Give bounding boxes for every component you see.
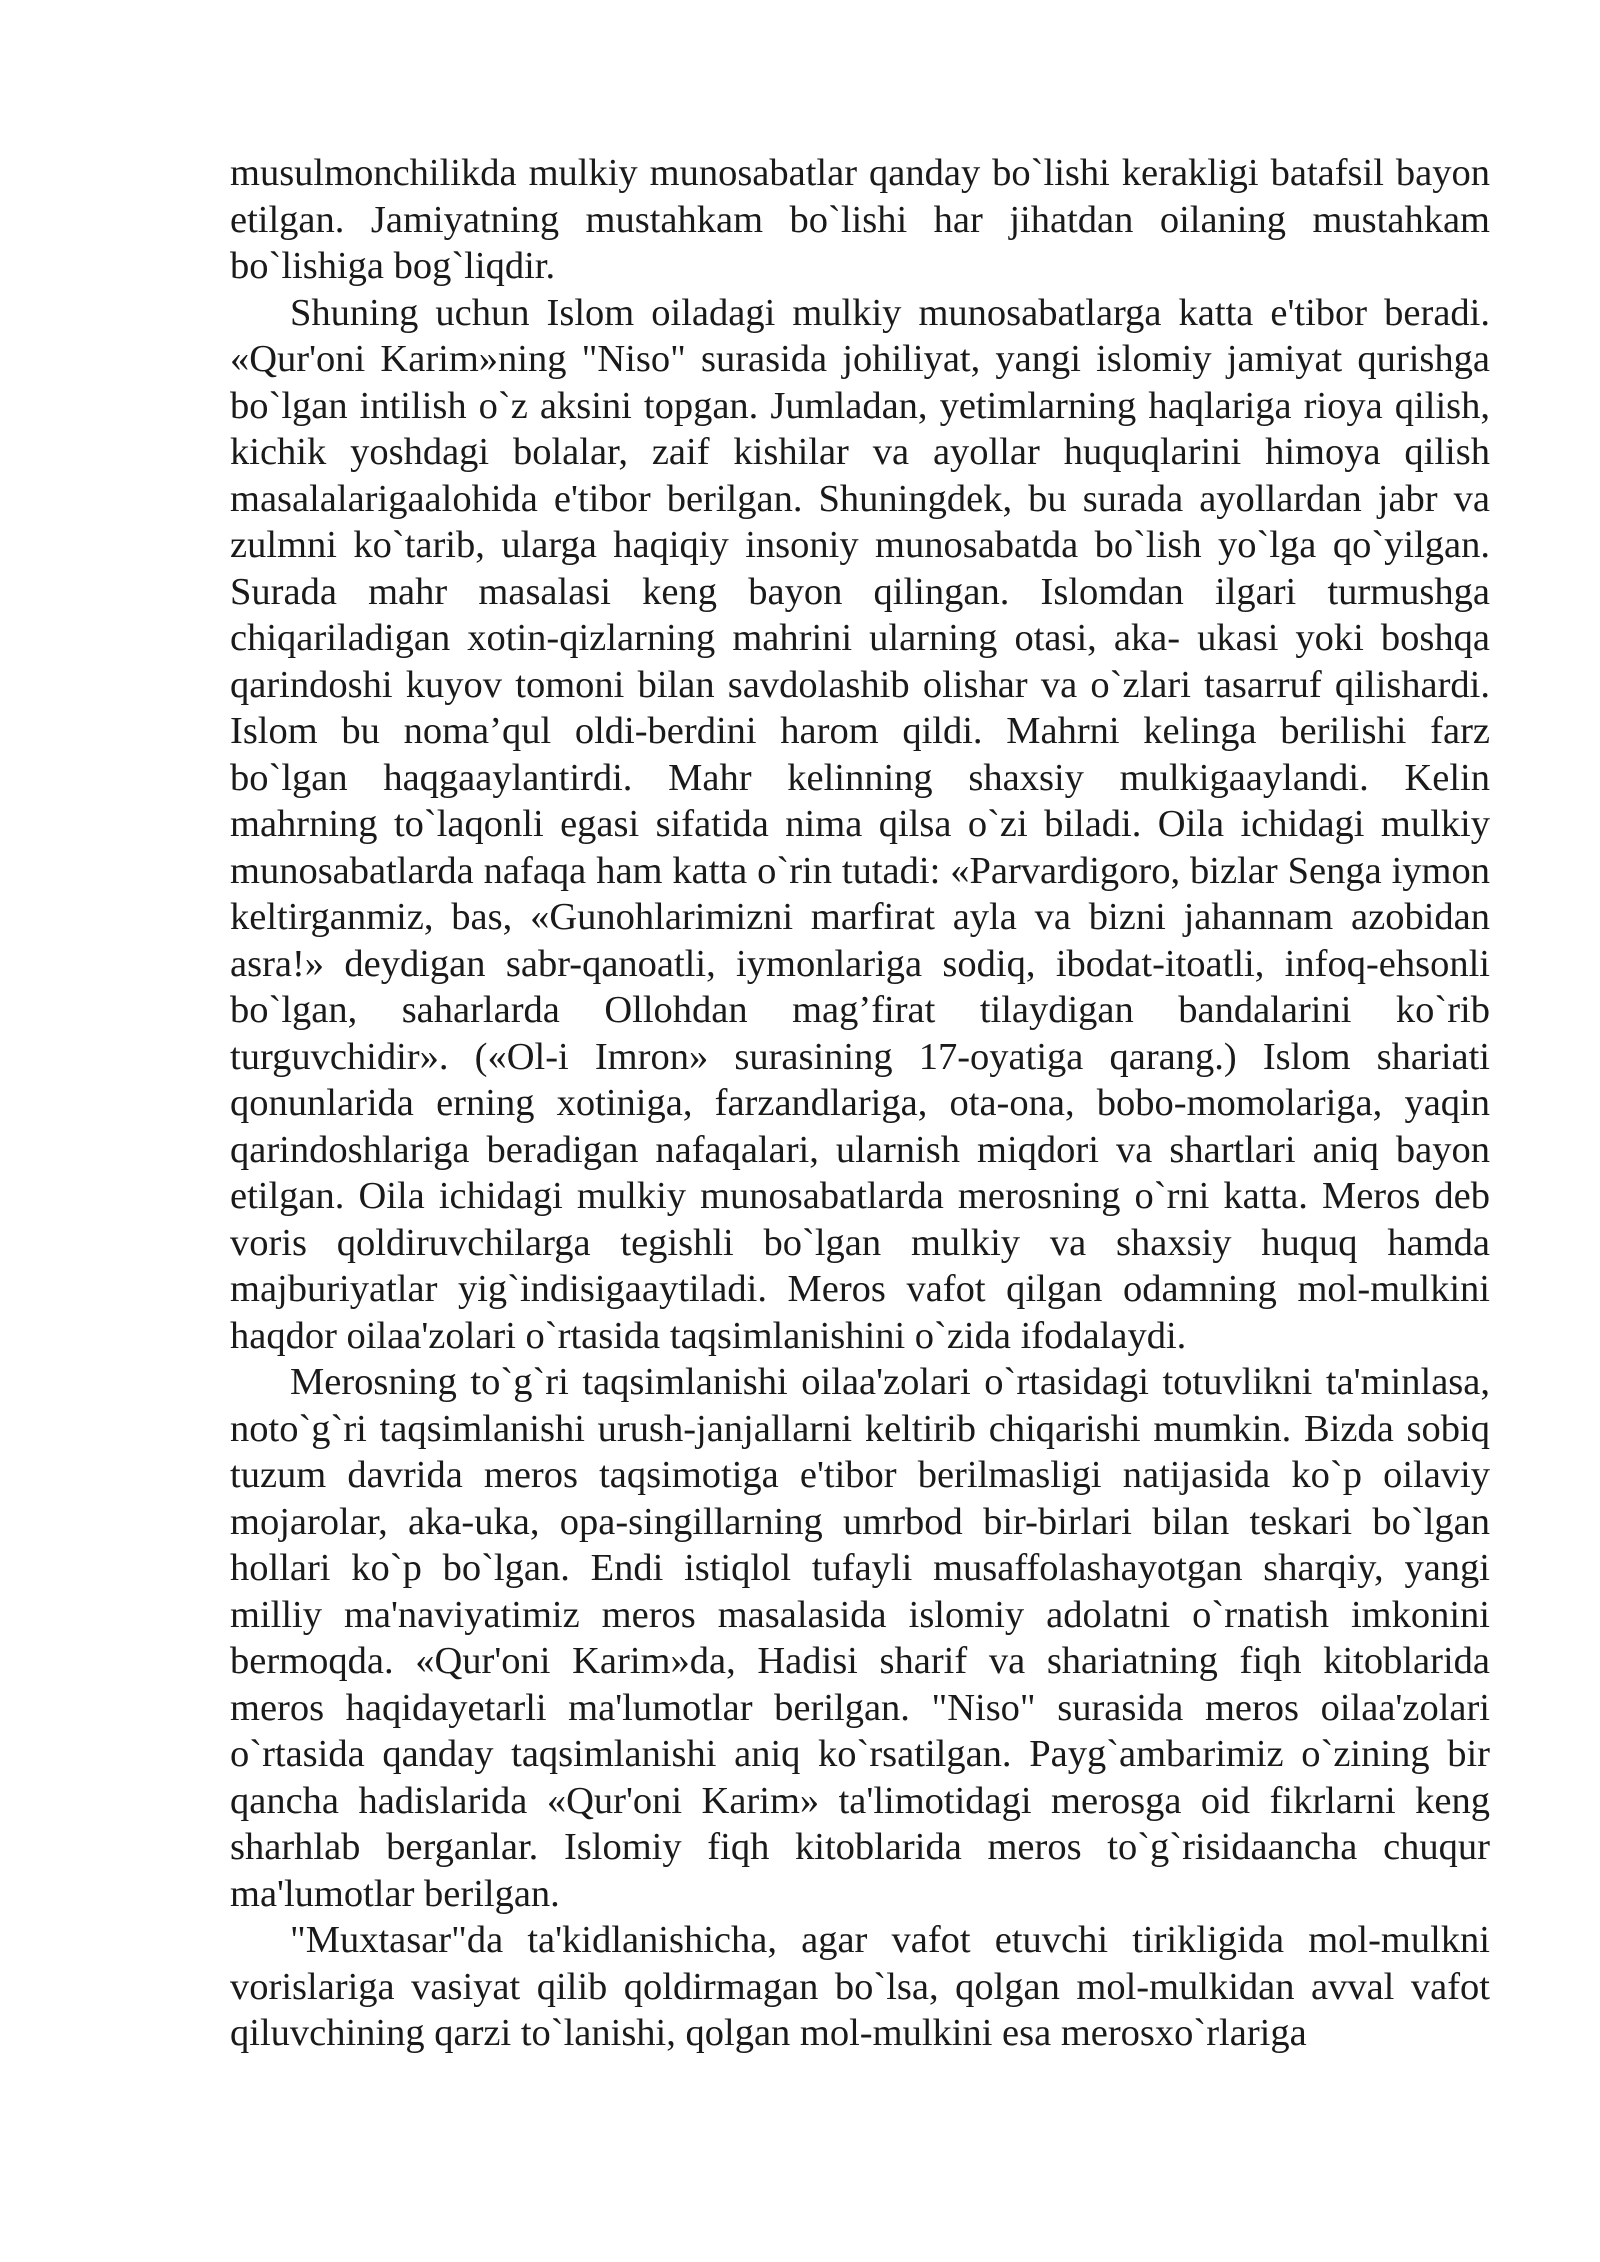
paragraph-islam-property: Shuning uchun Islom oiladagi mulkiy munosabatlarga katta e'tibor beradi. «Qur'oni Karim»ning "Niso" surasida johiliyat, yangi islomiy jamiyat qurishga bo`lgan intilish o`z aksini topgan. Jumladan, yetimlarning haqlariga rioya qilish, kichik yoshdagi bolalar, zaif kishilar va ayollar huquqlarini himoya qilish masalalarigaalohida e'tibor berilgan. Shuningdek, bu surada ayollardan jabr va zulmni ko`tarib, ularga haqiqiy insoniy munosabatda bo`lish yo`lga qo`yilgan. Surada mahr masalasi keng bayon qilingan. Islomdan ilgari turmushga chiqariladigan xotin-qizlarning mahrini ularning otasi, aka- ukasi yoki boshqa qarindoshi kuyov tomoni bilan savdolashib olishar va o`zlari tasarruf qilishardi. Islom bu noma’qul oldi-berdini harom qildi. Mahrni kelinga berilishi farz bo`lgan haqgaaylantirdi. Mahr kelinning shaxsiy mulkigaaylandi. Kelin mahrning to`laqonli egasi sifatida nima qilsa o`zi biladi. Oila ichidagi mulkiy munosabatlarda nafaqa ham katta o`rin tutadi: «Parvardigoro, bizlar Senga iymon keltirganmiz, bas, «Gunohlarimizni marfirat ayla va bizni jahannam azobidan asra!» deydigan sabr-qanoatli, iymonlariga sodiq, ibodat-itoatli, infoq-ehsonli bo`lgan, saharlarda Ollohdan mag’firat tilaydigan bandalarini ko`rib turguvchidir». («Ol-i Imron» surasining 17-oyatiga qarang.) Islom shariati qonunlarida erning xotiniga, farzandlariga, ota-ona, bobo-momolariga, yaqin qarindoshlariga beradigan nafaqalari, ularnish miqdori va shartlari aniq bayon etilgan. Oila ichidagi mulkiy munosabatlarda merosning o`rni katta. Meros deb voris qoldiruvchilarga tegishli bo`lgan mulkiy va shaxsiy huquq hamda majburiyatlar yig`indisigaaytiladi. Meros vafot qilgan odamning mol-mulkini haqdor oilaa'zolari o`rtasida taqsimlanishini o`zida ifodalaydi. (230, 291, 1490, 1357)
paragraph-muxtasar: "Muxtasar"da ta'kidlanishicha, agar vafot etuvchi tirikligida mol-mulkni vorislariga vasiyat qilib qoldirmagan bo`lsa, qolgan mol-mulkidan avval vafot qiluvchining qarzi to`lanishi, qolgan mol-mulkini esa merosxo`rlariga (230, 1919, 1490, 2054)
paragraph-inheritance-distribution: Merosning to`g`ri taqsimlanishi oilaa'zolari o`rtasidagi totuvlikni ta'minlasa, noto`g`ri taqsimlanishi urush-janjallarni keltirib chiqarishi mumkin. Bizda sobiq tuzum davrida meros taqsimotiga e'tibor berilmasligi natijasida ko`p oilaviy mojarolar, aka-uka, opa-singillarning umrbod bir-birlari bilan teskari bo`lgan hollari ko`p bo`lgan. Endi istiqlol tufayli musaffolashayotgan sharqiy, yangi milliy ma'naviyatimiz meros masalasida islomiy adolatni o`rnatish imkonini bermoqda. «Qur'oni Karim»da, Hadisi sharif va shariatning fiqh kitoblarida meros haqidayetarli ma'lumotlar berilgan. "Niso" surasida meros oilaa'zolari o`rtasida qanday taqsimlanishi aniq ko`rsatilgan. Payg`ambarimiz o`zining bir qancha hadislarida «Qur'oni Karim» ta'limotidagi merosga oid fikrlarni keng sharhlab berganlar. Islomiy fiqh kitoblarida meros to`g`risidaancha chuqur ma'lumotlar berilgan. (230, 1361, 1490, 1915)
document-page (230, 150, 1490, 2057)
paragraph-continuation: musulmonchilikda mulkiy munosabatlar qanday bo`lishi kerakligi batafsil bayon etilgan. Jamiyatning mustahkam bo`lishi har jihatdan oilaning mustahkam bo`lishiga bog`liqdir. (230, 152, 1490, 287)
